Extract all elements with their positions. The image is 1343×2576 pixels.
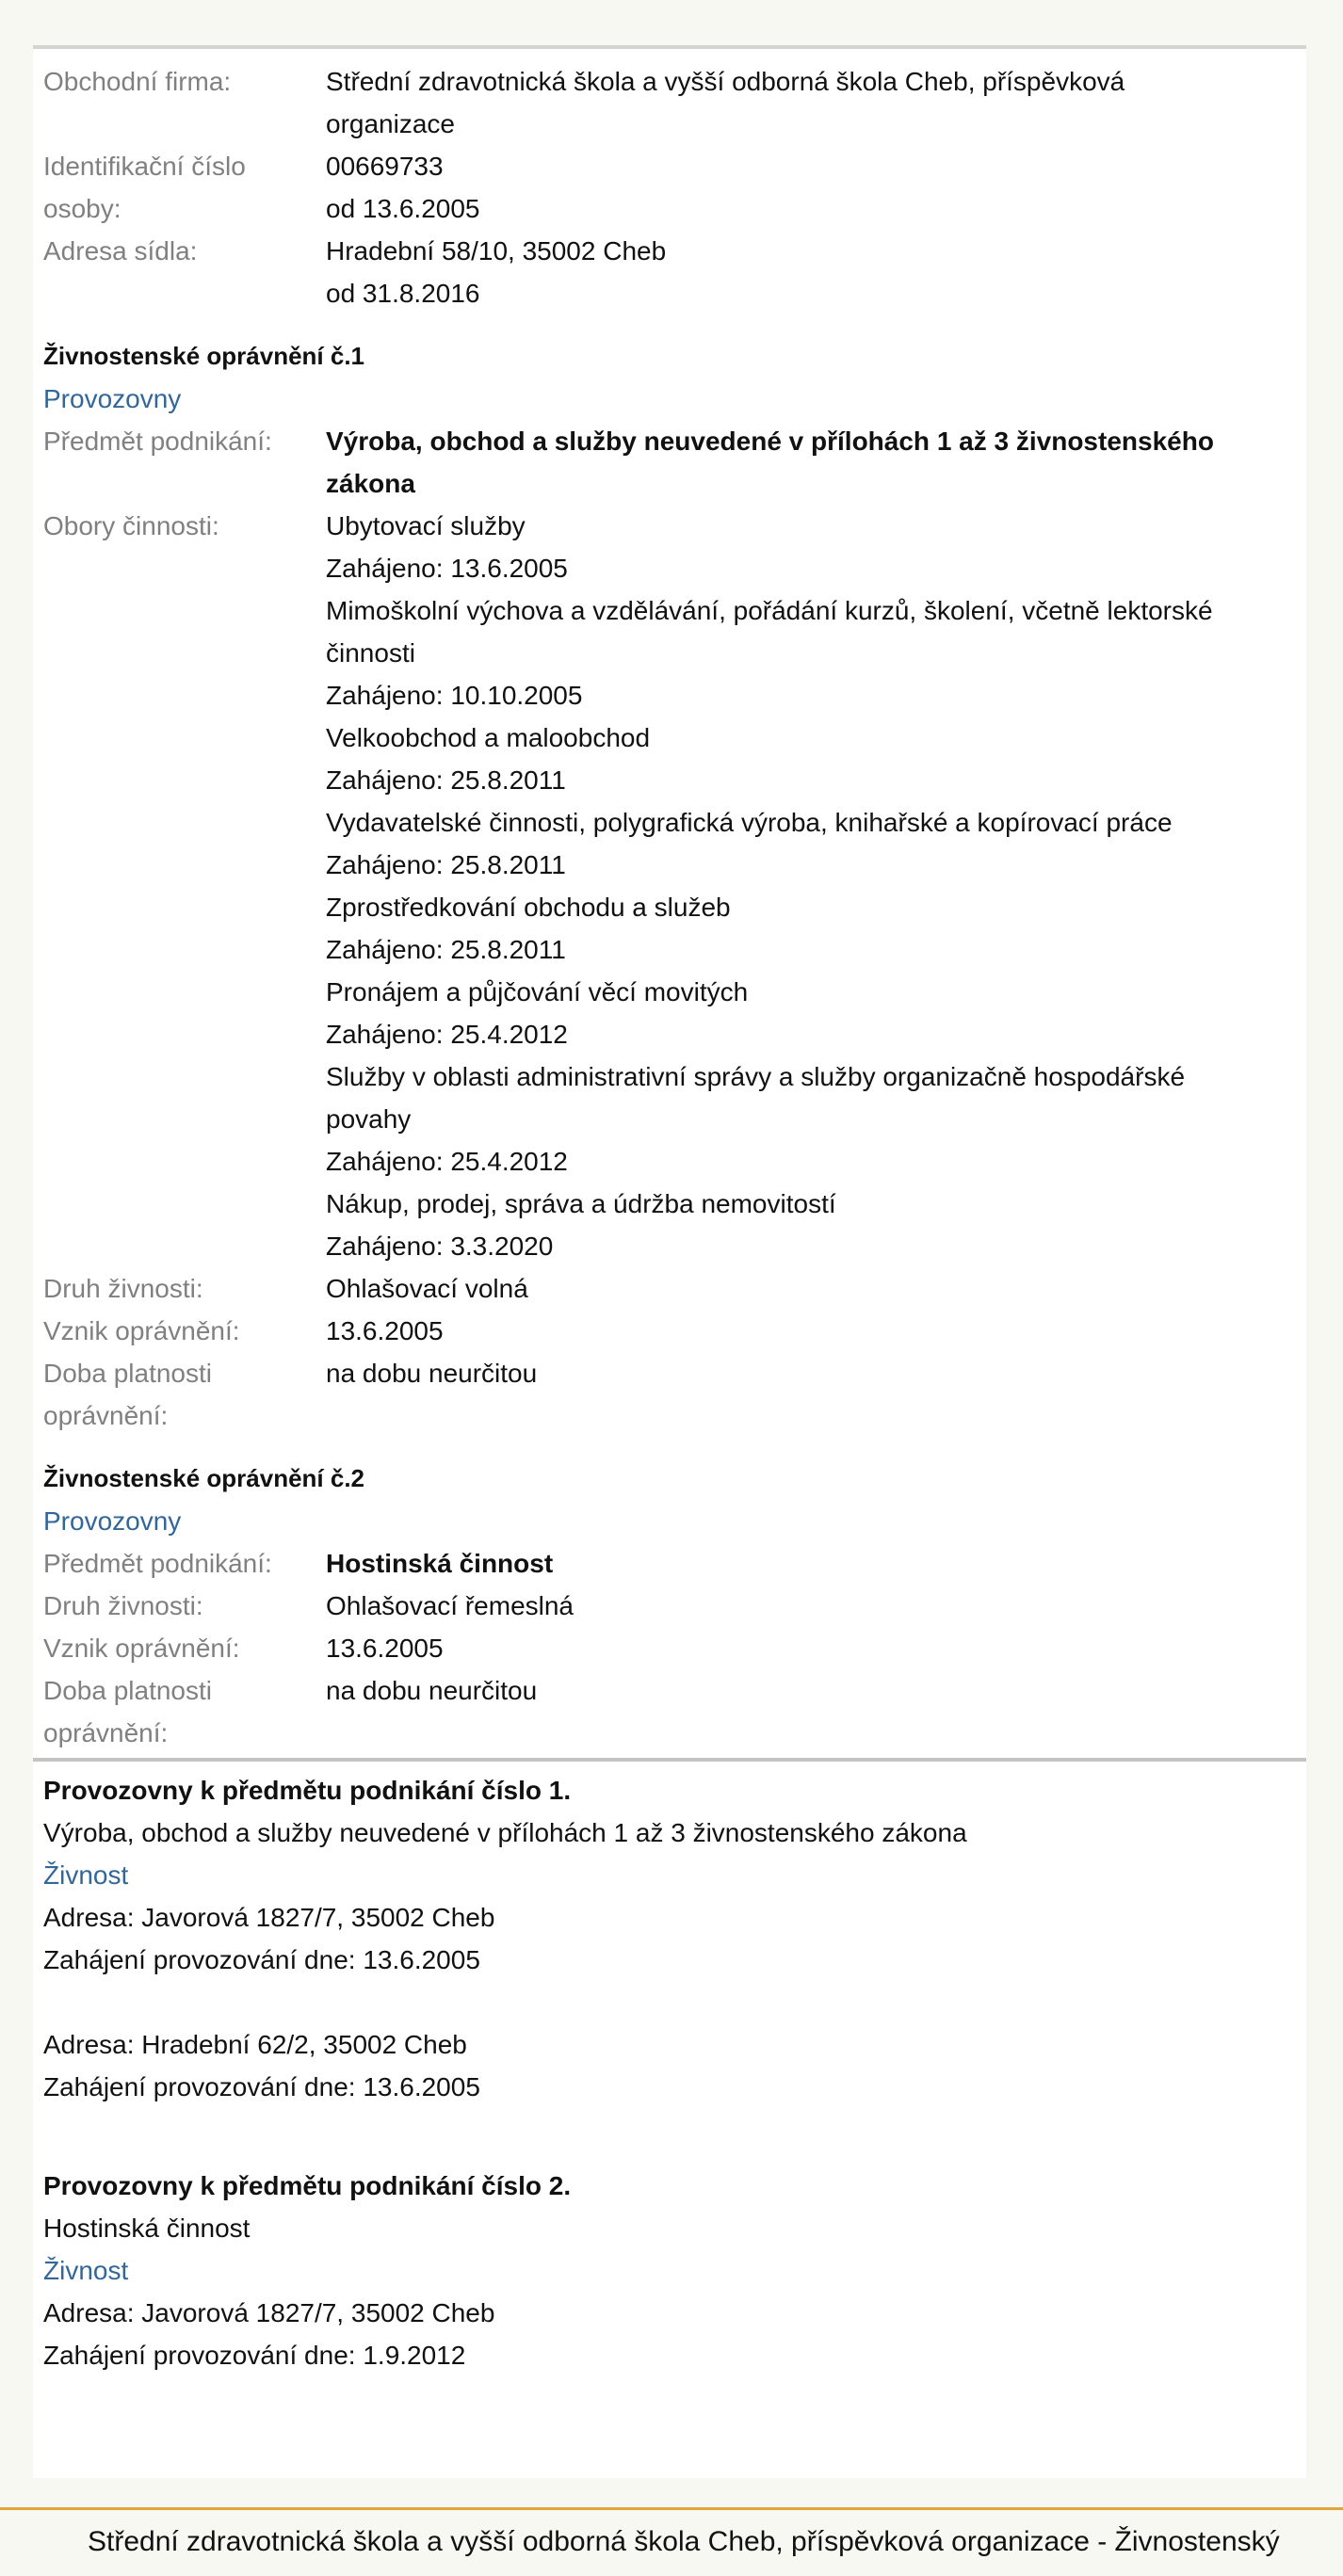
company-name-line: organizace [326, 109, 455, 138]
licence-1-field-line: Zahájeno: 25.8.2011 [326, 935, 566, 964]
licence-2-subject-row [43, 1542, 1296, 1585]
company-address-row [43, 230, 1296, 314]
licence-1-fields-list [326, 505, 1296, 1267]
company-id-since: od 13.6.2005 [326, 194, 480, 223]
licence-1-subject-row [43, 420, 1296, 505]
record-detail [33, 49, 1306, 2376]
licence-2-origin-label: Vznik oprávnění: [43, 1634, 240, 1663]
spacer [43, 2108, 1296, 2165]
premises-1-title: Provozovny k předmětu podnikání číslo 1. [43, 1776, 572, 1805]
licence-2-premises-link[interactable]: Provozovny [43, 1506, 182, 1536]
premises-1-start: Zahájení provozování dne: 13.6.2005 [43, 2072, 480, 2101]
company-address-since: od 31.8.2016 [326, 279, 480, 308]
licence-2-subject-label: Předmět podnikání: [43, 1549, 272, 1578]
licence-1-field-line: Ubytovací služby [326, 511, 526, 540]
licence-1-field-line: Zahájeno: 13.6.2005 [326, 554, 568, 583]
licence-1-field-line: Služby v oblasti administrativní správy a služby organizačně hospodářské [326, 1062, 1186, 1091]
licence-1-field-line: Vydavatelské činnosti, polygrafická výroba, knihařské a kopírovací práce [326, 808, 1173, 837]
premises-1-subject: Výroba, obchod a služby neuvedené v přílohách 1 až 3 živnostenského zákona [43, 1818, 967, 1847]
premises-1-start: Zahájení provozování dne: 13.6.2005 [43, 1945, 480, 1974]
licence-1-subject-value [326, 420, 1296, 505]
licence-2-origin-row [43, 1627, 1296, 1669]
company-id-label-line: Identifikační číslo [43, 152, 246, 181]
licence-1-field-line: Zahájeno: 25.8.2011 [326, 765, 566, 795]
licence-2-origin-value: 13.6.2005 [326, 1634, 444, 1663]
company-address-text: Hradební 58/10, 35002 Cheb [326, 236, 667, 266]
licence-1-origin-label: Vznik oprávnění: [43, 1316, 240, 1345]
premises-1-address: Adresa: Javorová 1827/7, 35002 Cheb [43, 1903, 495, 1932]
licence-1-origin-row [43, 1310, 1296, 1352]
licence-1-field-line: Mimoškolní výchova a vzdělávání, pořádání kurzů, školení, včetně lektorské [326, 596, 1213, 625]
licence-1-field-line: Zahájeno: 10.10.2005 [326, 681, 583, 710]
licence-2-type-label: Druh živnosti: [43, 1591, 203, 1620]
licence-1-field-line: Pronájem a půjčování věcí movitých [326, 977, 749, 1006]
company-name-label: Obchodní firma: [43, 67, 232, 96]
company-id-label [43, 145, 326, 230]
licence-1-premises-link[interactable]: Provozovny [43, 384, 182, 413]
licence-1-subject-line: zákona [326, 469, 415, 498]
licence-1-field-line: Zahájeno: 25.4.2012 [326, 1147, 568, 1176]
licence-2-validity-label [43, 1669, 326, 1754]
licence-2-validity-row [43, 1669, 1296, 1754]
premises-2-address: Adresa: Javorová 1827/7, 35002 Cheb [43, 2298, 495, 2327]
company-name-line: Střední zdravotnická škola a vyšší odborná škola Cheb, příspěvková [326, 67, 1125, 96]
footer-title: Střední zdravotnická škola a vyšší odborná škola Cheb, příspěvková organizace - Živnostenský [88, 2526, 1280, 2557]
company-id-label-line: osoby: [43, 194, 121, 223]
company-id-number: 00669733 [326, 152, 444, 181]
premises-1-address: Adresa: Hradební 62/2, 35002 Cheb [43, 2030, 467, 2059]
spacer [43, 1981, 1296, 2023]
licence-1-type-row [43, 1267, 1296, 1310]
licence-1-subject-label: Předmět podnikání: [43, 427, 272, 456]
licence-1-field-line: Zahájeno: 25.4.2012 [326, 1020, 568, 1049]
company-id-value [326, 145, 1296, 230]
licence-2-type-value: Ohlašovací řemeslná [326, 1591, 574, 1620]
licence-1-type-value: Ohlašovací volná [326, 1274, 528, 1303]
licence-1-field-line: povahy [326, 1104, 412, 1134]
premises-2-trade-link[interactable]: Živnost [43, 2256, 129, 2285]
licence-1-heading: Živnostenské oprávnění č.1 [43, 342, 365, 370]
licence-1-type-label: Druh živnosti: [43, 1274, 203, 1303]
licence-1-validity-value: na dobu neurčitou [326, 1359, 538, 1388]
licence-1-field-line: Velkoobchod a maloobchod [326, 723, 651, 752]
licence-1-fields-label: Obory činnosti: [43, 511, 219, 540]
company-id-row [43, 145, 1296, 230]
licence-1-validity-label-line: oprávnění: [43, 1401, 169, 1430]
licence-2-validity-label-line: Doba platnosti [43, 1676, 213, 1705]
licence-1-field-line: Zprostředkování obchodu a služeb [326, 893, 731, 922]
footer-divider [0, 2507, 1343, 2510]
licence-2-subject-value: Hostinská činnost [326, 1549, 554, 1578]
licence-2-type-row [43, 1585, 1296, 1627]
licence-1-validity-label-line: Doba platnosti [43, 1359, 213, 1388]
company-address-label: Adresa sídla: [43, 236, 198, 266]
licence-1-origin-value: 13.6.2005 [326, 1316, 444, 1345]
content-area [33, 45, 1306, 2478]
premises-2-start: Zahájení provozování dne: 1.9.2012 [43, 2341, 466, 2370]
licence-1-field-line: Zahájeno: 3.3.2020 [326, 1232, 554, 1261]
premises-2-subject: Hostinská činnost [43, 2214, 251, 2243]
licence-2-heading: Živnostenské oprávnění č.2 [43, 1464, 365, 1492]
premises-1-trade-link[interactable]: Živnost [43, 1860, 129, 1890]
company-address-value [326, 230, 1296, 314]
licence-1-field-line: Zahájeno: 25.8.2011 [326, 850, 566, 879]
licence-1-validity-row [43, 1352, 1296, 1437]
licence-1-fields-row [43, 505, 1296, 1267]
licence-1-validity-label [43, 1352, 326, 1437]
licence-1-field-line: činnosti [326, 638, 415, 668]
licence-2-validity-value: na dobu neurčitou [326, 1676, 538, 1705]
section-divider [33, 1758, 1306, 1762]
licence-1-field-line: Nákup, prodej, správa a údržba nemovitostí [326, 1189, 836, 1218]
company-name-value [326, 60, 1296, 145]
licence-2-validity-label-line: oprávnění: [43, 1718, 169, 1747]
premises-2-title: Provozovny k předmětu podnikání číslo 2. [43, 2171, 572, 2200]
company-name-row [43, 60, 1296, 145]
licence-1-subject-line: Výroba, obchod a služby neuvedené v přílohách 1 až 3 živnostenského [326, 427, 1214, 456]
